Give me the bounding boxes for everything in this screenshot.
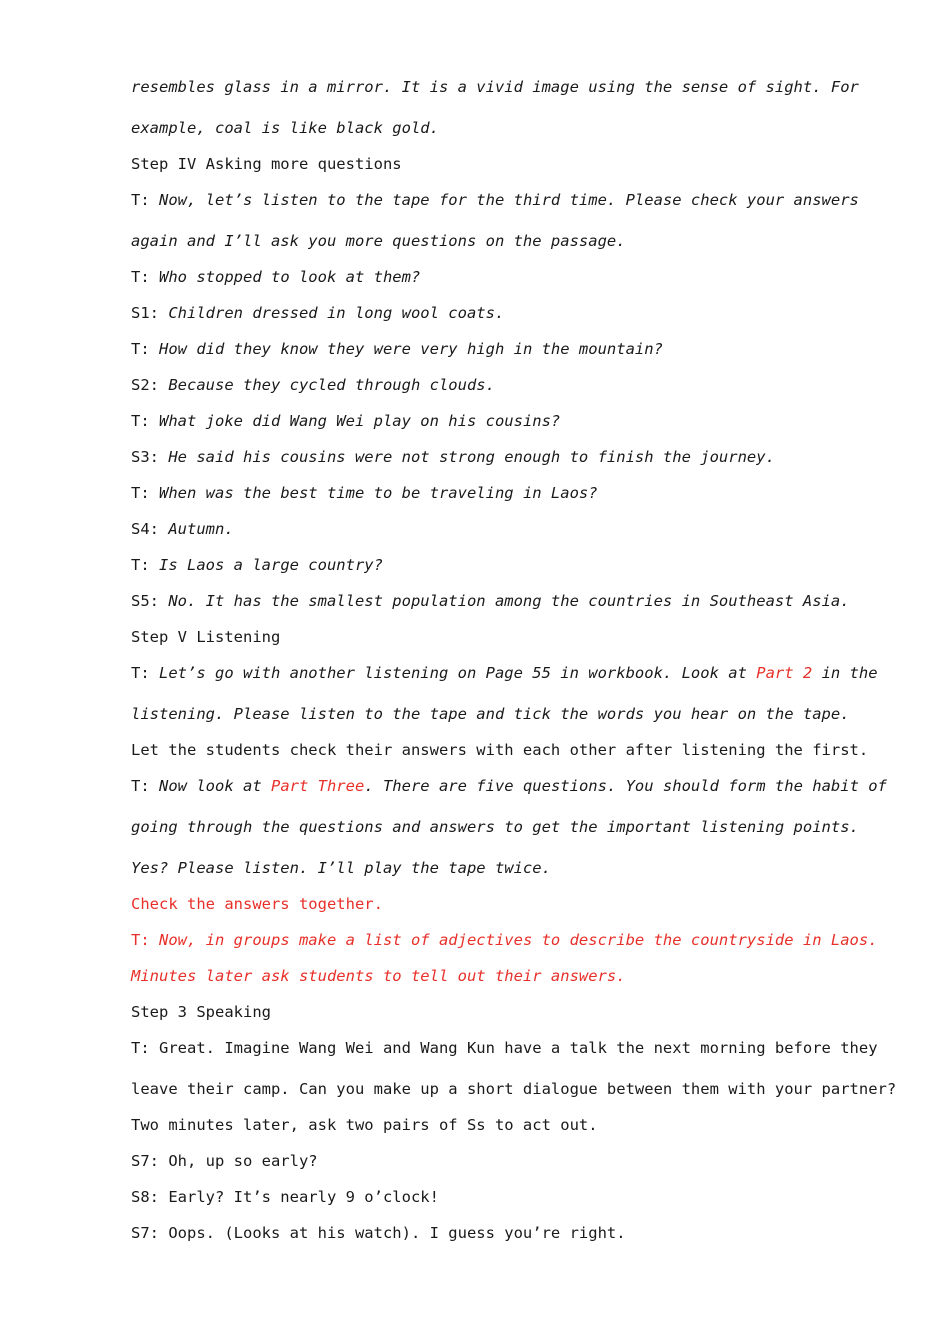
teacher-line: [131, 411, 821, 431]
instruction-line: Check the answers together.: [131, 895, 383, 913]
utterance: How did they know they were very high in the mountain?: [159, 340, 663, 358]
teacher-line: [131, 190, 859, 210]
speaker-label: T:: [131, 664, 159, 682]
step-heading: Step V Listening: [131, 628, 281, 646]
step-heading: Step 3 Speaking: [131, 1003, 271, 1021]
speaker-label: T:: [131, 484, 159, 502]
highlight-part: Part 2: [756, 664, 813, 682]
speaker-label: S1:: [131, 304, 169, 322]
text-line: example, coal is like black gold.: [131, 119, 439, 137]
student-line: S7: Oh, up so early?: [131, 1152, 318, 1170]
text-line: going through the questions and answers to get the important listening points.: [131, 818, 859, 836]
utterance: Now, let’s listen to the tape for the third time. Please check your answers: [159, 191, 859, 209]
student-line: [131, 375, 821, 395]
utterance: Autumn.: [168, 520, 234, 538]
text-line: resembles glass in a mirror. It is a vivid image using the sense of sight. For: [131, 78, 859, 96]
utterance: in the: [812, 664, 878, 682]
speaker-label: T:: [131, 777, 159, 795]
utterance: Children dressed in long wool coats.: [168, 304, 505, 322]
student-line: S7: Oops. (Looks at his watch). I guess you’re right.: [131, 1224, 626, 1242]
speaker-label: S4:: [131, 520, 169, 538]
teacher-line: [131, 339, 821, 359]
utterance: Is Laos a large country?: [159, 556, 383, 574]
highlight-part: Part Three: [270, 777, 365, 795]
utterance: What joke did Wang Wei play on his cousins?: [159, 412, 561, 430]
utterance: When was the best time to be traveling in Laos?: [159, 484, 598, 502]
step-heading: Step IV Asking more questions: [131, 155, 402, 173]
student-line: [131, 303, 821, 323]
teacher-line: T: Great. Imagine Wang Wei and Wang Kun have a talk the next morning before they: [131, 1039, 878, 1057]
utterance: Let’s go with another listening on Page 55 in workbook. Look at: [159, 664, 757, 682]
instruction-line: Let the students check their answers with each other after listening the first.: [131, 741, 869, 759]
student-line: S8: Early? It’s nearly 9 o’clock!: [131, 1188, 439, 1206]
speaker-label: T:: [131, 931, 159, 949]
text-line: leave their camp. Can you make up a short dialogue between them with your partner?: [131, 1080, 897, 1098]
utterance: Who stopped to look at them?: [159, 268, 421, 286]
speaker-label: T:: [131, 556, 159, 574]
text-line: again and I’ll ask you more questions on the passage.: [131, 232, 626, 250]
teacher-line: [131, 663, 878, 683]
speaker-label: T:: [131, 340, 159, 358]
teacher-line: [131, 776, 887, 796]
speaker-label: S5:: [131, 592, 169, 610]
speaker-label: S3:: [131, 448, 169, 466]
instruction-line: Minutes later ask students to tell out their answers.: [131, 967, 626, 985]
teacher-line: [131, 930, 878, 950]
student-line: [131, 591, 850, 611]
instruction-line: Two minutes later, ask two pairs of Ss to act out.: [131, 1116, 598, 1134]
teacher-line: [131, 555, 821, 575]
speaker-label: T:: [131, 412, 159, 430]
text-line: listening. Please listen to the tape and tick the words you hear on the tape.: [131, 705, 850, 723]
utterance: Because they cycled through clouds.: [168, 376, 495, 394]
utterance: Now, in groups make a list of adjectives to describe the countryside in Laos.: [159, 931, 878, 949]
speaker-label: S2:: [131, 376, 169, 394]
utterance: Now look at: [159, 777, 271, 795]
student-line: [131, 447, 821, 467]
student-line: [131, 519, 821, 539]
text-line: Yes? Please listen. I’ll play the tape twice.: [131, 859, 551, 877]
teacher-line: [131, 483, 821, 503]
speaker-label: T:: [131, 191, 159, 209]
teacher-line: [131, 267, 821, 287]
utterance: No. It has the smallest population among the countries in Southeast Asia.: [168, 592, 850, 610]
speaker-label: T:: [131, 268, 159, 286]
utterance: . There are five questions. You should form the habit of: [364, 777, 887, 795]
utterance: He said his cousins were not strong enough to finish the journey.: [168, 448, 775, 466]
